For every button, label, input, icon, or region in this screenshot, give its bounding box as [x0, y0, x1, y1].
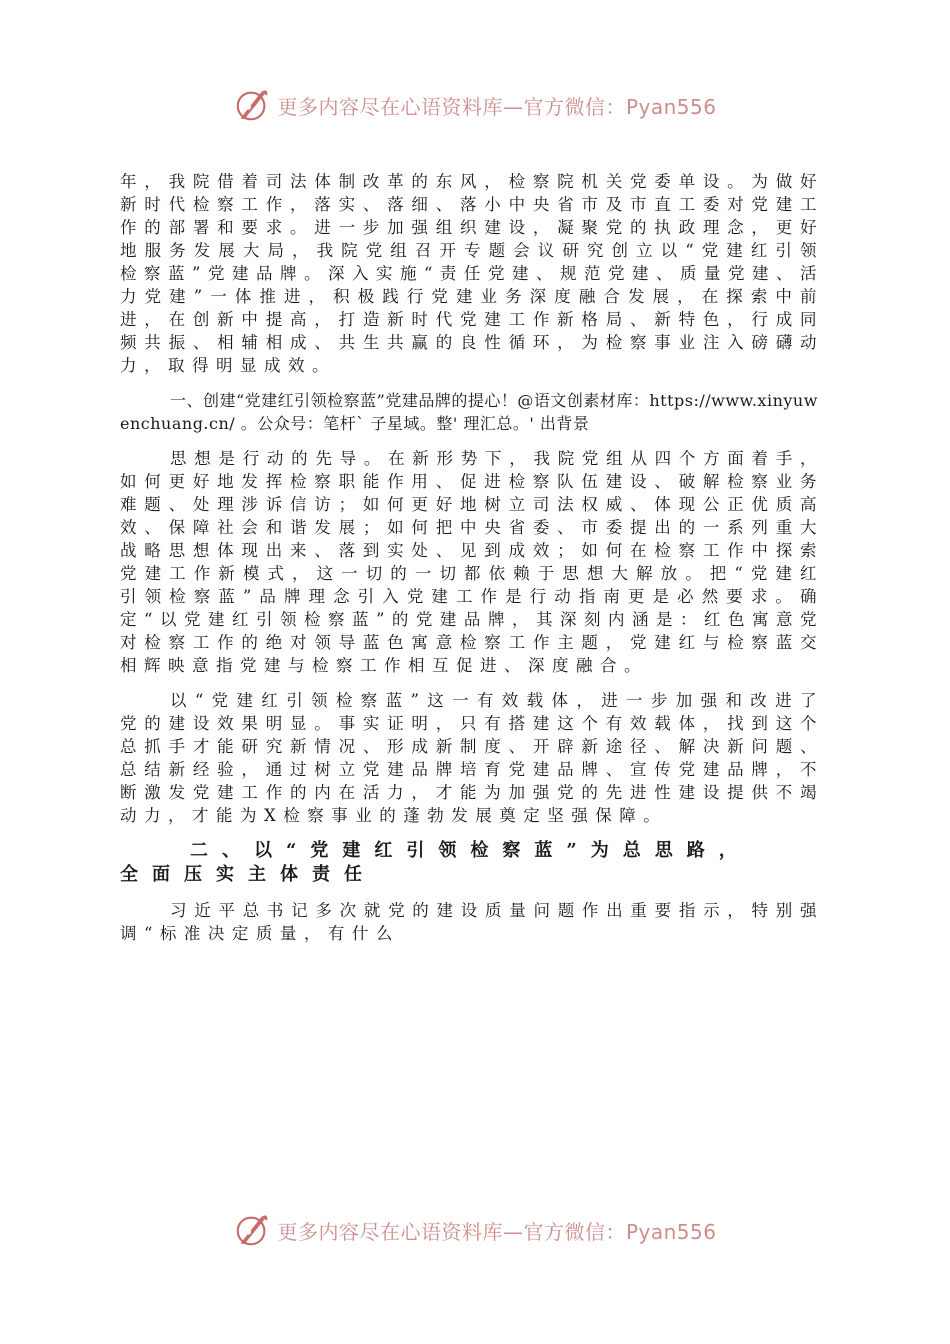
section2-heading-line2: 全面压实主体责任 — [120, 864, 376, 885]
section2-heading-line1: 二、以“党建红引领检察蓝”为总思路， — [190, 840, 751, 861]
quill-seal-logo-icon — [233, 1211, 271, 1249]
quill-seal-logo-icon — [233, 86, 271, 124]
section1-heading: 一、创建“党建红引领检察蓝”党建品牌的提心！@语文创素材库：https://www.xinyuwenchuang.cn/ 。公众号：笔杆` 子星域。整' 理汇总。' 出背景 — [120, 391, 818, 433]
document-body — [120, 170, 824, 945]
section1-paragraph-2: 以“党建红引领检察蓝”这一有效载体，进一步加强和改进了党的建设效果明显。事实证明，只有搭建这个有效载体，找到这个总抓手才能研究新情况、形成新制度、开辟新途径、解决新问题、总结新经验，通过树立党建品牌培育党建品牌、宣传党建品牌，不断激发党建工作的内在活力，才能为加强党的先进性建设提供不竭动力，才能为X检察事业的蓬勃发展奠定坚强保障。 — [120, 691, 824, 825]
watermark-text: 更多内容尽在心语资料库—官方微信：Pyan556 — [277, 1219, 717, 1244]
section1-paragraph-1: 思想是行动的先导。在新形势下，我院党组从四个方面着手，如何更好地发挥检察职能作用、促进检察队伍建设、破解检察业务难题、处理涉诉信访；如何更好地树立司法权威、体现公正优质高效、保障社会和谐发展；如何把中央省委、市委提出的一系列重大战略思想体现出来、落到实处、见到成效；如何在检察工作中探索党建工作新模式，这一切的一切都依赖于思想大解放。把“党建红引领检察蓝”品牌理念引入党建工作是行动指南更是必然要求。确定“以党建红引领检察蓝”的党建品牌，其深刻内涵是：红色寓意党对检察工作的绝对领导蓝色寓意检察工作主题，党建红与检察蓝交相辉映意指党建与检察工作相互促进、深度融合。 — [120, 449, 824, 675]
footer-watermark-banner — [0, 1210, 950, 1250]
section2-heading — [120, 839, 824, 887]
watermark-text: 更多内容尽在心语资料库—官方微信：Pyan556 — [277, 94, 717, 119]
header-watermark-banner — [0, 85, 950, 125]
intro-paragraph: 年，我院借着司法体制改革的东风，检察院机关党委单设。为做好新时代检察工作，落实、落细、落小中央省市及市直工委对党建工作的部署和要求。进一步加强组织建设，凝聚党的执政理念，更好地服务发展大局，我院党组召开专题会议研究创立以“党建红引领检察蓝”党建品牌。深入实施“责任党建、规范党建、质量党建、活力党建”一体推进，积极践行党建业务深度融合发展，在探索中前进，在创新中提高，打造新时代党建工作新格局、新特色，行成同频共振、相辅相成、共生共赢的良性循环，为检察事业注入磅礴动力，取得明显成效。 — [120, 172, 824, 375]
section2-paragraph-1: 习近平总书记多次就党的建设质量问题作出重要指示，特别强调“标准决定质量，有什么 — [120, 901, 824, 943]
